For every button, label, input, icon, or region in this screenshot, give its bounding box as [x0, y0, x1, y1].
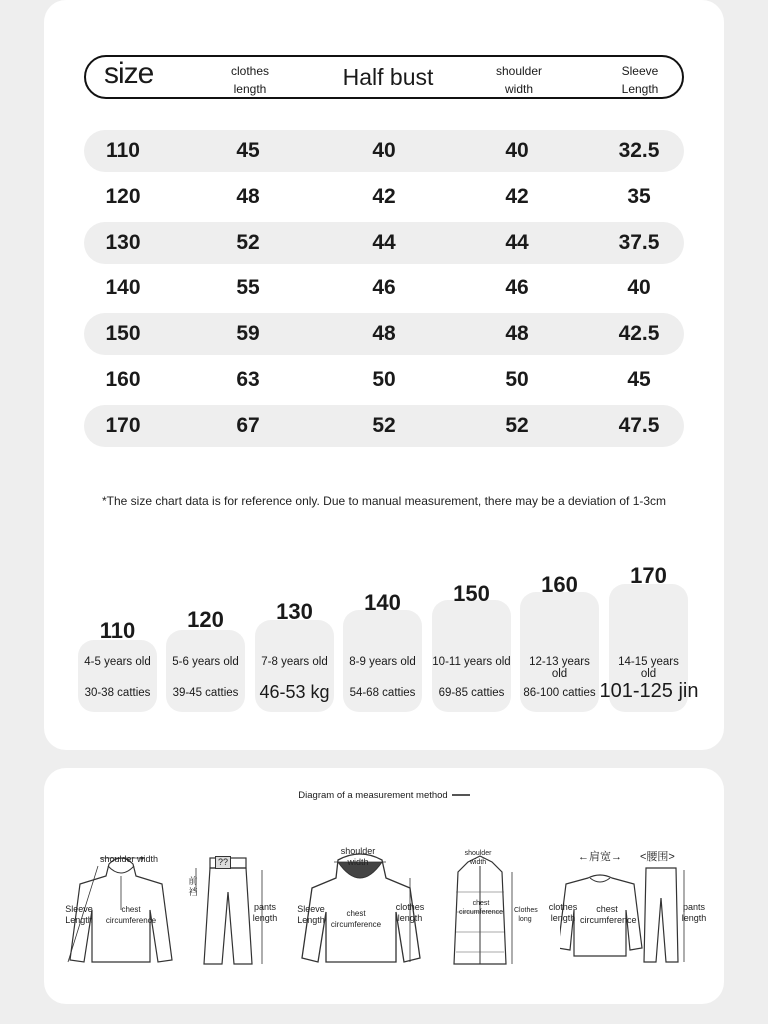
cell-shoulder-width: 48 [505, 322, 529, 346]
cell-size: 160 [105, 368, 141, 391]
age-bar-age: 7-8 years old [261, 656, 328, 668]
age-bar-size: 150 [453, 581, 490, 606]
header-half-bust: Half bust [342, 64, 434, 90]
cell-size: 120 [105, 184, 141, 208]
set-clothes-label: clothes length [548, 902, 578, 923]
age-bar-weight: 101-125 jin [599, 680, 699, 702]
cell-half-bust: 42 [372, 184, 396, 208]
age-bar-weight: 39-45 catties [172, 687, 239, 699]
age-bar-size: 130 [276, 599, 313, 624]
hoodie1-chest-label: chest circumference [105, 905, 157, 925]
cell-shoulder-width: 44 [505, 230, 529, 254]
diagram-title [0, 790, 768, 801]
age-bar [166, 630, 245, 712]
cell-half-bust: 48 [372, 322, 396, 346]
age-bar-age: 10-11 years old [432, 656, 511, 668]
diagram-title-text: Diagram of a measurement method [298, 790, 448, 801]
cell-sleeve-length: 32.5 [618, 139, 660, 162]
cell-size: 110 [106, 139, 140, 162]
cell-clothes-length: 48 [236, 184, 260, 208]
hoodie2-length-label: clothes length [395, 902, 425, 923]
set-waist-label: <腰围> [640, 851, 675, 863]
table-row [84, 359, 684, 401]
age-bar-size: 160 [541, 572, 578, 597]
age-bar-weight: 54-68 catties [349, 687, 416, 699]
cell-clothes-length: 52 [236, 230, 260, 254]
cell-size: 140 [105, 276, 141, 300]
cell-clothes-length: 63 [236, 368, 260, 391]
age-bar-weight: 86-100 catties [523, 687, 596, 699]
set-pants-label: pants length [681, 902, 707, 923]
cell-clothes-length: 59 [236, 322, 260, 346]
set-chest-label: chest circumference [580, 904, 637, 925]
age-bar-age: 14-15 years old [618, 656, 679, 680]
cell-shoulder-width: 50 [505, 368, 529, 391]
age-bar-size: 170 [630, 563, 667, 588]
hoodie1-shoulder-label: shoulder width [100, 854, 159, 864]
hoodie2-chest-label: chest circumference [330, 909, 382, 929]
cell-half-bust: 52 [372, 413, 396, 437]
cell-sleeve-length: 35 [627, 184, 651, 208]
table-row [84, 405, 684, 447]
cell-sleeve-length: 42.5 [618, 322, 660, 346]
table-row [84, 176, 684, 218]
set-shoulder-label: ←肩宽→ [578, 851, 622, 863]
age-bar-weight: 30-38 catties [84, 687, 151, 699]
cell-clothes-length: 67 [236, 413, 260, 437]
vest-length-label: Clothes long [514, 907, 538, 923]
cell-half-bust: 44 [372, 230, 396, 254]
cell-size: 150 [105, 322, 141, 346]
vest-chest-label: chest circumference [459, 900, 503, 916]
cell-sleeve-length: 47.5 [618, 413, 660, 437]
cell-clothes-length: 55 [236, 276, 260, 300]
cell-shoulder-width: 42 [505, 184, 529, 208]
header-shoulder-width: shoulder width [495, 64, 543, 96]
hoodie2-shoulder-label: shoulder width [340, 846, 376, 867]
cell-clothes-length: 45 [236, 139, 260, 162]
header-size: size [104, 57, 154, 90]
pants1-length-label: pants length [252, 902, 278, 923]
header-clothes-length: clothes length [230, 64, 270, 96]
age-bar-size: 120 [187, 607, 224, 632]
reference-note: *The size chart data is for reference only. Due to manual measurement, there may be a deviation of 1-3cm [101, 494, 667, 508]
age-bar-size: 110 [99, 618, 136, 643]
cell-shoulder-width: 46 [505, 276, 529, 300]
table-row [84, 267, 684, 309]
cell-half-bust: 50 [372, 368, 396, 391]
age-bar-age: 5-6 years old [172, 656, 239, 668]
table-row [84, 130, 684, 172]
age-bar-age: 4-5 years old [84, 656, 151, 668]
cell-half-bust: 46 [372, 276, 396, 300]
table-row [84, 313, 684, 355]
table-row [84, 222, 684, 264]
hoodie1-sleeve-label: Sleeve Length [65, 904, 93, 925]
hoodie2-sleeve-label: Sleeve Length [297, 904, 325, 925]
age-bar-age: 8-9 years old [349, 656, 416, 668]
age-bar-weight: 69-85 catties [438, 687, 505, 699]
cell-size: 170 [105, 413, 141, 437]
cell-sleeve-length: 37.5 [618, 230, 660, 254]
cell-size: 130 [105, 230, 141, 254]
vest-shoulder-label: shoulder width [464, 850, 492, 866]
title-dash [452, 794, 470, 796]
cell-sleeve-length: 45 [627, 368, 651, 391]
cell-half-bust: 40 [372, 139, 396, 162]
table-header [84, 55, 684, 99]
age-bar [78, 640, 157, 712]
cell-sleeve-length: 40 [627, 276, 651, 300]
pants1-rise-label: 前裆 [188, 876, 198, 897]
pants1-top-label: ?? [215, 856, 231, 869]
age-bar-weight: 46-53 kg [259, 682, 330, 702]
age-bar-size: 140 [364, 590, 401, 615]
cell-shoulder-width: 52 [505, 413, 529, 437]
age-bar-age: 12-13 years old [529, 656, 590, 680]
header-sleeve-length: Sleeve Length [621, 64, 659, 96]
cell-shoulder-width: 40 [505, 139, 529, 162]
